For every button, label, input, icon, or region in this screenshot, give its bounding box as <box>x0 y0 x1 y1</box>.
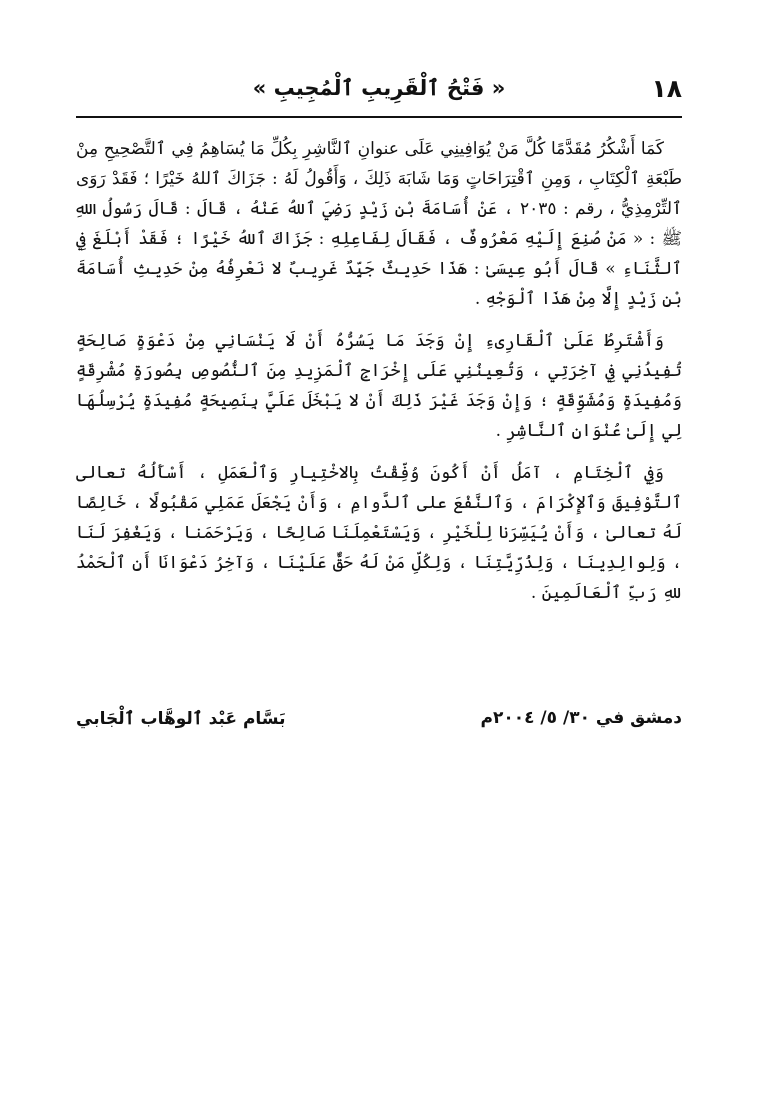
author-signature: بَسَّام عَبْد ٱلوهَّاب ٱلْجَابي <box>76 709 286 729</box>
paragraph: وَأَشْتَرِطُ عَلَىٰ ٱلْقَارِىءِ إِنْ وَجَدَ مَا يَسُرُّهُ أَنْ لَا يَنْسَانِي مِنْ دَعْوَةٍ صَالِحَةٍ تُفِيدُنِي فِي آخِرَتِي ، وَتُعِينُنِي عَلَى إِخْرَاجِ ٱلْمَزِيدِ مِنَ ٱلنُّصُوصِ بِصُورَةٍ مُشْرِقَةٍ وَمُفِيدَةٍ وَمُشَوِّقَةٍ ؛ وَإِنْ وَجَدَ غَيْرَ ذَلِكَ أَنْ لا يَبْخَلَ عَلَيَّ بِنَصِيحَةٍ مُفِيدَةٍ يُرْسِلُهَا لِي إِلَىٰ عُنْوَانِ ٱلنَّاشِرِ . <box>76 331 682 441</box>
page-number: ١٨ <box>651 74 682 103</box>
body-text <box>76 134 682 620</box>
signature-footer <box>76 708 682 744</box>
paragraph: كَمَا أَشْكُرُ مُقَدَّمًا كُلَّ مَنْ يُوَافِينِي عَلَى عنوانِ ٱلنَّاشِرِ بِكُلِّ مَا يُسَاهِمُ فِي ٱلتَّصْحِيحِ مِنْ طَبْعَةِ ٱلْكِتَابِ ، وَمِنِ ٱقْتِرَاحَاتٍ وَمَا شَابَهَ ذَلِكَ ، وَأَقُولُ لَهُ : جَزَاكَ ٱللهُ خَيْرًا ؛ فَقَدْ رَوَى ٱلتِّرْمِذِيُّ ، رقم : ٢٠٣٥ ، عَنْ أُسَامَةَ بْنِ زَيْدٍ رَضِيَ ٱللهُ عَنْهُ ، قَالَ : قَالَ رَسُولُ اللهِ ﷺ : « مَنْ صُنِعَ إِلَيْهِ مَعْرُوفٌ ، فَقَالَ لِفَاعِلِهِ : جَزَاكَ ٱللهُ خَيْرًا ؛ فَقَدْ أَبْلَغَ فِي ٱلثَّنَاءِ » قَالَ أَبُو عِيسَىٰ : هَذَا حَدِيثٌ جَيِّدٌ غَرِيبٌ لا نَعْرِفُهُ مِنْ حَدِيثِ أُسَامَةَ بْنِ زَيْدٍ إِلَّا مِنْ هَذَا ٱلْوَجْهِ . <box>76 139 683 309</box>
page-header <box>76 72 682 118</box>
running-title: « فَتْحُ ٱلْقَرِيبِ ٱلْمُجِيبِ » <box>252 76 506 100</box>
paragraph: وَفِي ٱلْخِتَامِ ، آمَلُ أَنْ أَكُونَ وُفِّقْتُ بِالاخْتِيارِ وَٱلْعَمَلِ ، أَسْأَلُهُ تعالى ٱلتَّوْفِيقَ وَٱلإِكْرَامَ ، وَٱلنَّفْعَ على ٱلدَّوامِ ، وَأَنْ يَجْعَلَ عَمَلِي مَقْبُولًا ، خَالِصًا لَهُ تعالىٰ ، وَأَنْ يُيَسِّرَنا لِلْخَيْرِ ، وَيَسْتَعْمِلَنَا صَالِحًا ، وَيَرْحَمَنا ، وَيَغْفِرَ لَنَا ، وَلِوالِدِينَا ، وَلِذُرِّيَّتِنَا ، وَلِكُلِّ مَنْ لَهُ حَقٌّ عَلَيْنَا ، وَآخِرُ دَعْوَانَا أَنِ ٱلْحَمْدُ للهِ رَبِّ ٱلْعَالَمِينَ . <box>76 463 682 603</box>
place-date: دمشق في ٣٠/ ٥/ ٢٠٠٤م <box>480 708 682 728</box>
